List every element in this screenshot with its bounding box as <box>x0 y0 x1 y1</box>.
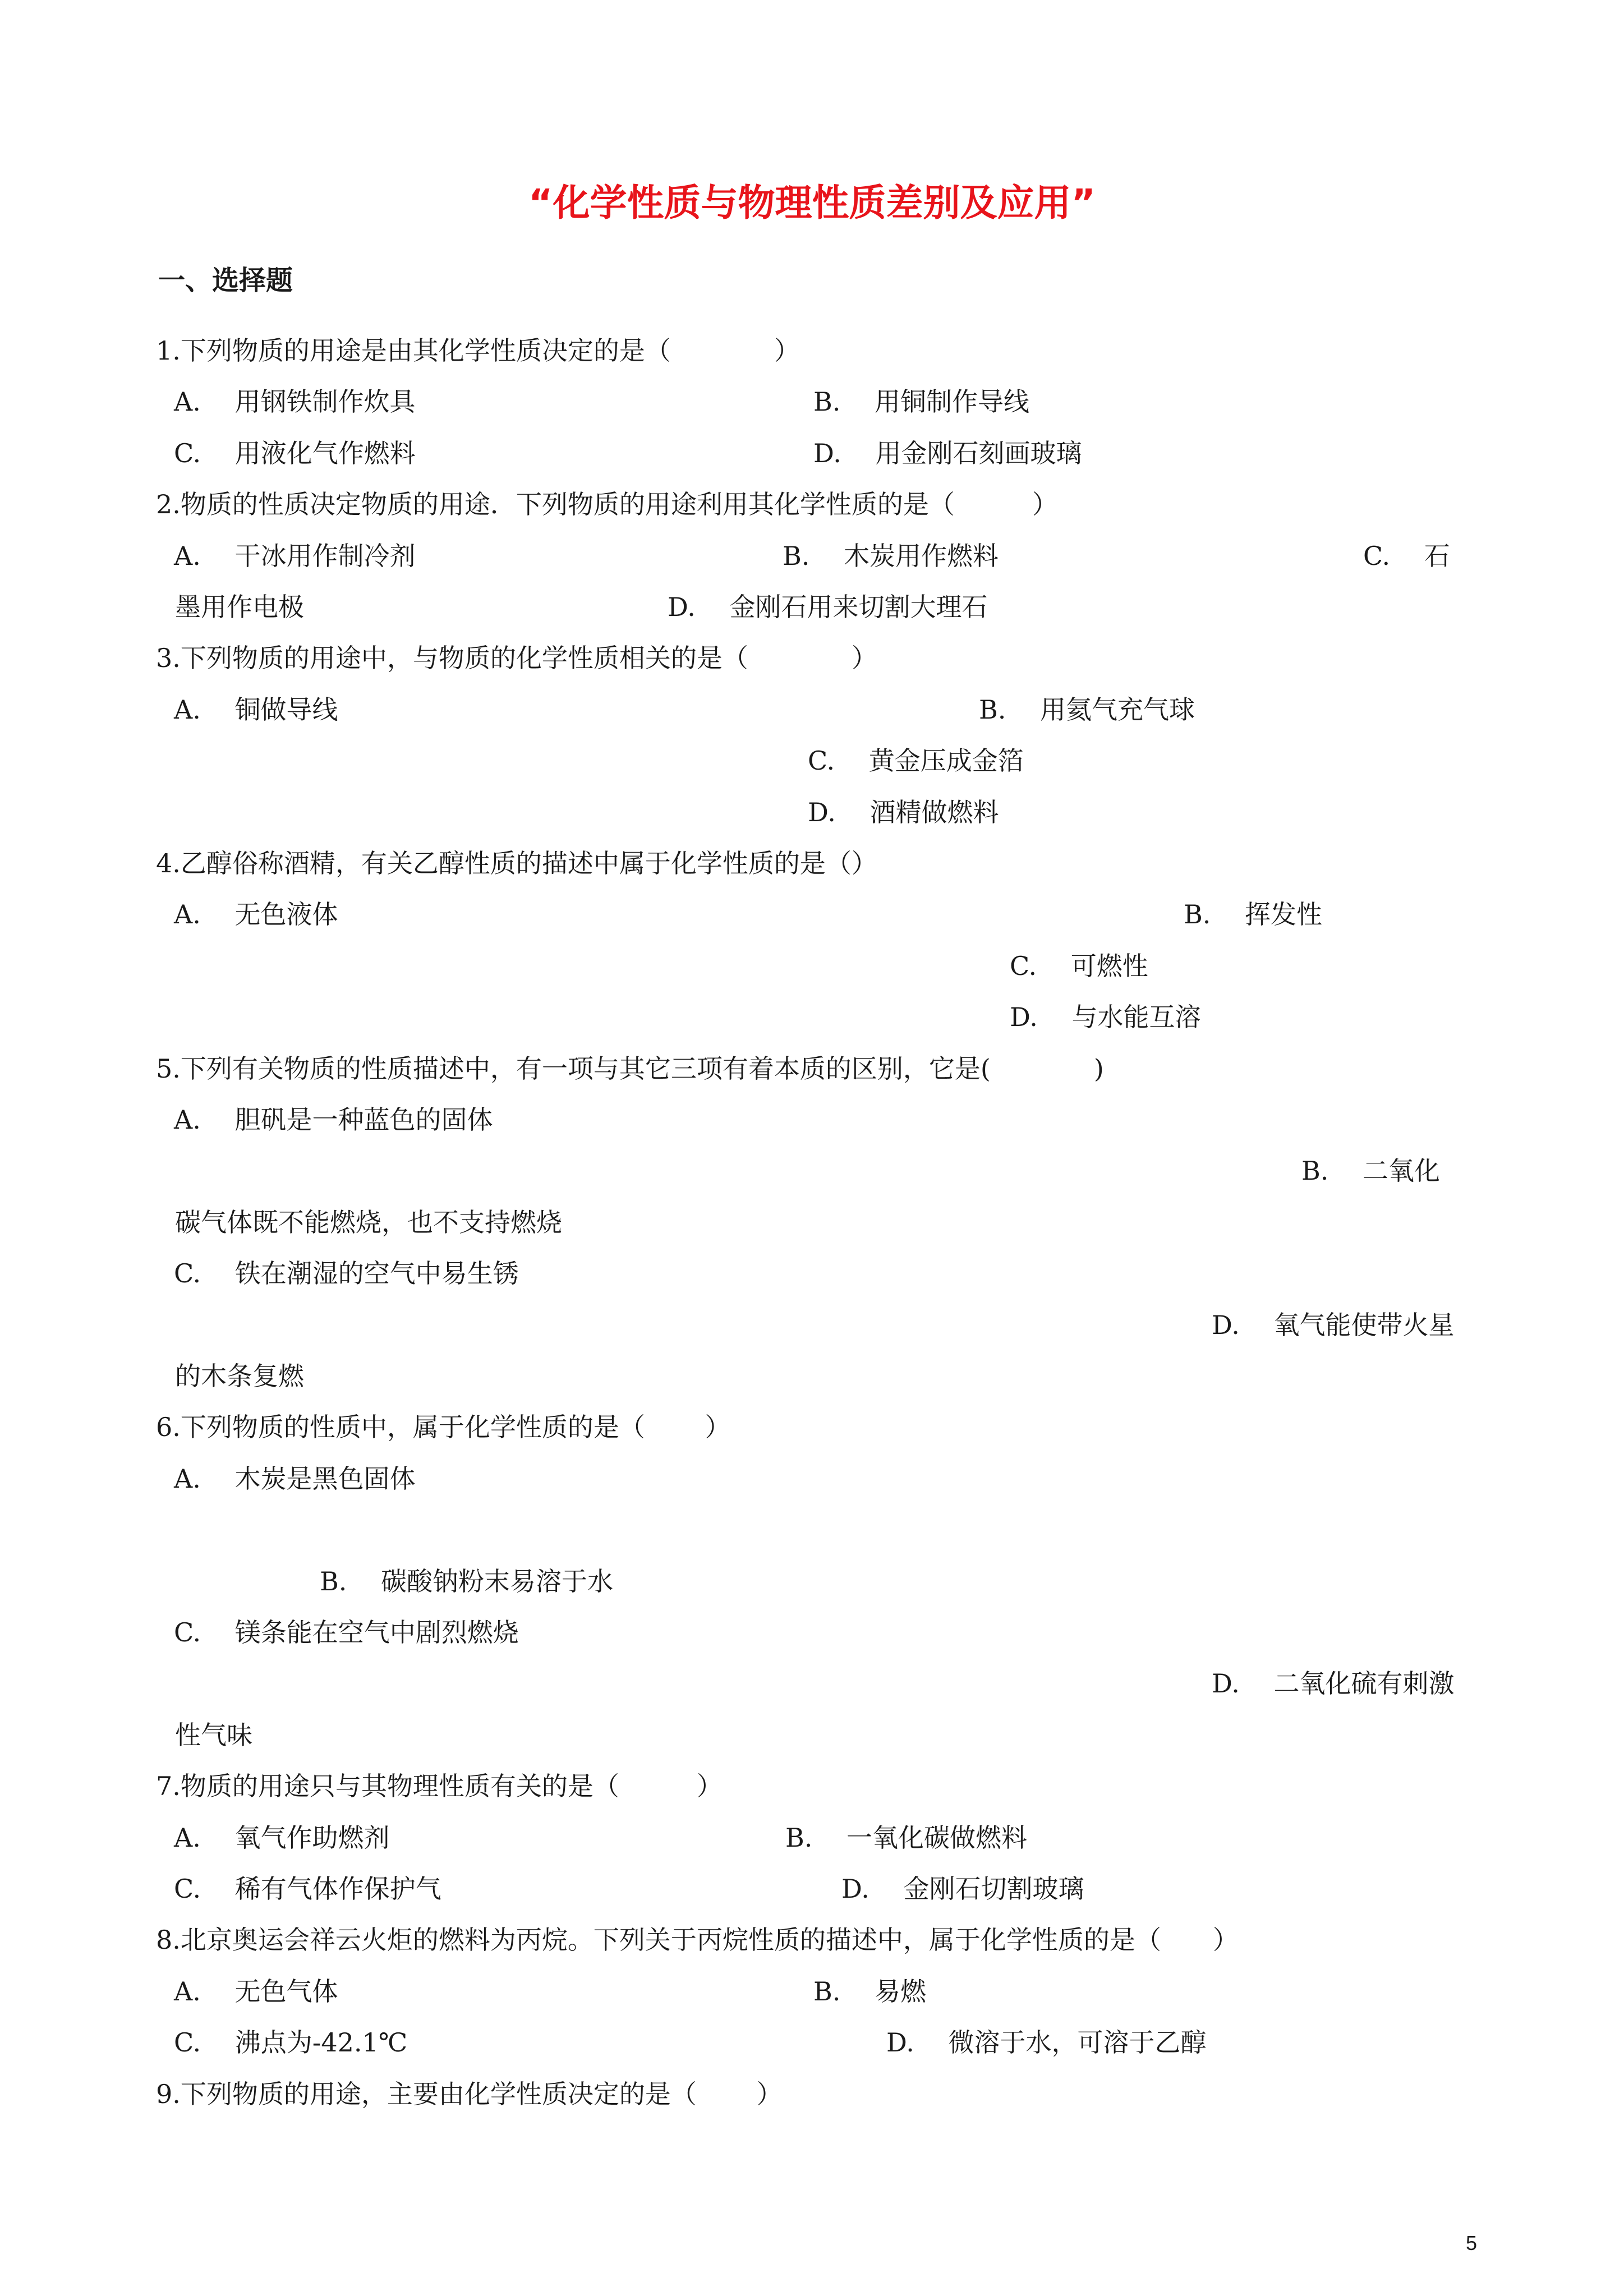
q4-option-d: D. 与水能互溶 <box>1010 1002 1201 1032</box>
q2-option-a: A. 干冰用作制冷剂 <box>174 541 416 571</box>
q2-option-c-part1: C. 石 <box>1363 541 1450 571</box>
q6-option-d-part1: D. 二氧化硫有刺激 <box>1212 1668 1455 1699</box>
q1-option-d: D. 用金刚石刻画玻璃 <box>813 438 1082 468</box>
q5-option-a: A. 胆矾是一种蓝色的固体 <box>174 1105 493 1135</box>
q6-option-a: A. 木炭是黑色固体 <box>174 1464 416 1494</box>
q7-option-b: B. 一氧化碳做燃料 <box>785 1823 1028 1853</box>
q5-option-b-part1: B. 二氧化 <box>1301 1156 1441 1186</box>
question-8-stem: 8.北京奥运会祥云火炬的燃料为丙烷。下列关于丙烷性质的描述中，属于化学性质的是（ ） <box>156 1925 1239 1955</box>
q5-option-b-part2: 碳气体既不能燃烧，也不支持燃烧 <box>175 1207 562 1237</box>
q6-option-b: B. 碳酸钠粉末易溶于水 <box>320 1566 614 1596</box>
q6-option-c: C. 镁条能在空气中剧烈燃烧 <box>174 1617 519 1648</box>
q8-option-b: B. 易燃 <box>813 1976 927 2007</box>
question-3-stem: 3.下列物质的用途中，与物质的化学性质相关的是（ ） <box>156 643 877 673</box>
q5-option-d-part2: 的木条复燃 <box>175 1361 304 1391</box>
question-7-stem: 7.物质的用途只与其物理性质有关的是（ ） <box>156 1771 723 1801</box>
q3-option-c: C. 黄金压成金箔 <box>808 746 1024 776</box>
q7-option-c: C. 稀有气体作保护气 <box>174 1874 441 1904</box>
q3-option-a: A. 铜做导线 <box>174 694 338 725</box>
page-number: 5 <box>1465 2231 1477 2254</box>
q4-option-b: B. 挥发性 <box>1184 899 1323 930</box>
q3-option-d: D. 酒精做燃料 <box>808 797 999 827</box>
q6-option-d-part2: 性气味 <box>175 1720 252 1750</box>
question-5-stem: 5.下列有关物质的性质描述中，有一项与其它三项有着本质的区别，它是( ) <box>156 1053 1104 1084</box>
q1-option-b: B. 用铜制作导线 <box>813 386 1030 417</box>
q1-option-c: C. 用液化气作燃料 <box>174 438 416 468</box>
q3-option-b: B. 用氦气充气球 <box>979 694 1195 725</box>
page-title: “化学性质与物理性质差别及应用” <box>528 181 1096 224</box>
q5-option-c: C. 铁在潮湿的空气中易生锈 <box>174 1258 519 1289</box>
q5-option-d-part1: D. 氧气能使带火星 <box>1212 1310 1455 1340</box>
q2-option-d: D. 金刚石用来切割大理石 <box>668 592 988 622</box>
q7-option-d: D. 金刚石切割玻璃 <box>841 1874 1084 1904</box>
question-6-stem: 6.下列物质的性质中，属于化学性质的是（ ） <box>156 1412 731 1442</box>
q4-option-a: A. 无色液体 <box>174 899 338 930</box>
question-1-stem: 1.下列物质的用途是由其化学性质决定的是（ ） <box>156 335 800 366</box>
q8-option-a: A. 无色气体 <box>174 1976 338 2007</box>
q7-option-a: A. 氧气作助燃剂 <box>174 1823 390 1853</box>
q8-option-c: C. 沸点为-42.1℃ <box>174 2027 408 2058</box>
question-2-stem: 2.物质的性质决定物质的用途．下列物质的用途利用其化学性质的是（ ） <box>156 489 1058 519</box>
q1-option-a: A. 用钢铁制作炊具 <box>174 386 416 417</box>
question-9-stem: 9.下列物质的用途，主要由化学性质决定的是（ ） <box>156 2079 783 2109</box>
q8-option-d: D. 微溶于水，可溶于乙醇 <box>886 2027 1207 2058</box>
q2-option-c-part2: 墨用作电极 <box>175 592 304 622</box>
question-4-stem: 4.乙醇俗称酒精，有关乙醇性质的描述中属于化学性质的是（） <box>156 848 877 878</box>
q4-option-c: C. 可燃性 <box>1010 951 1148 981</box>
section-heading: 一、选择题 <box>158 265 293 296</box>
q2-option-b: B. 木炭用作燃料 <box>783 541 999 571</box>
